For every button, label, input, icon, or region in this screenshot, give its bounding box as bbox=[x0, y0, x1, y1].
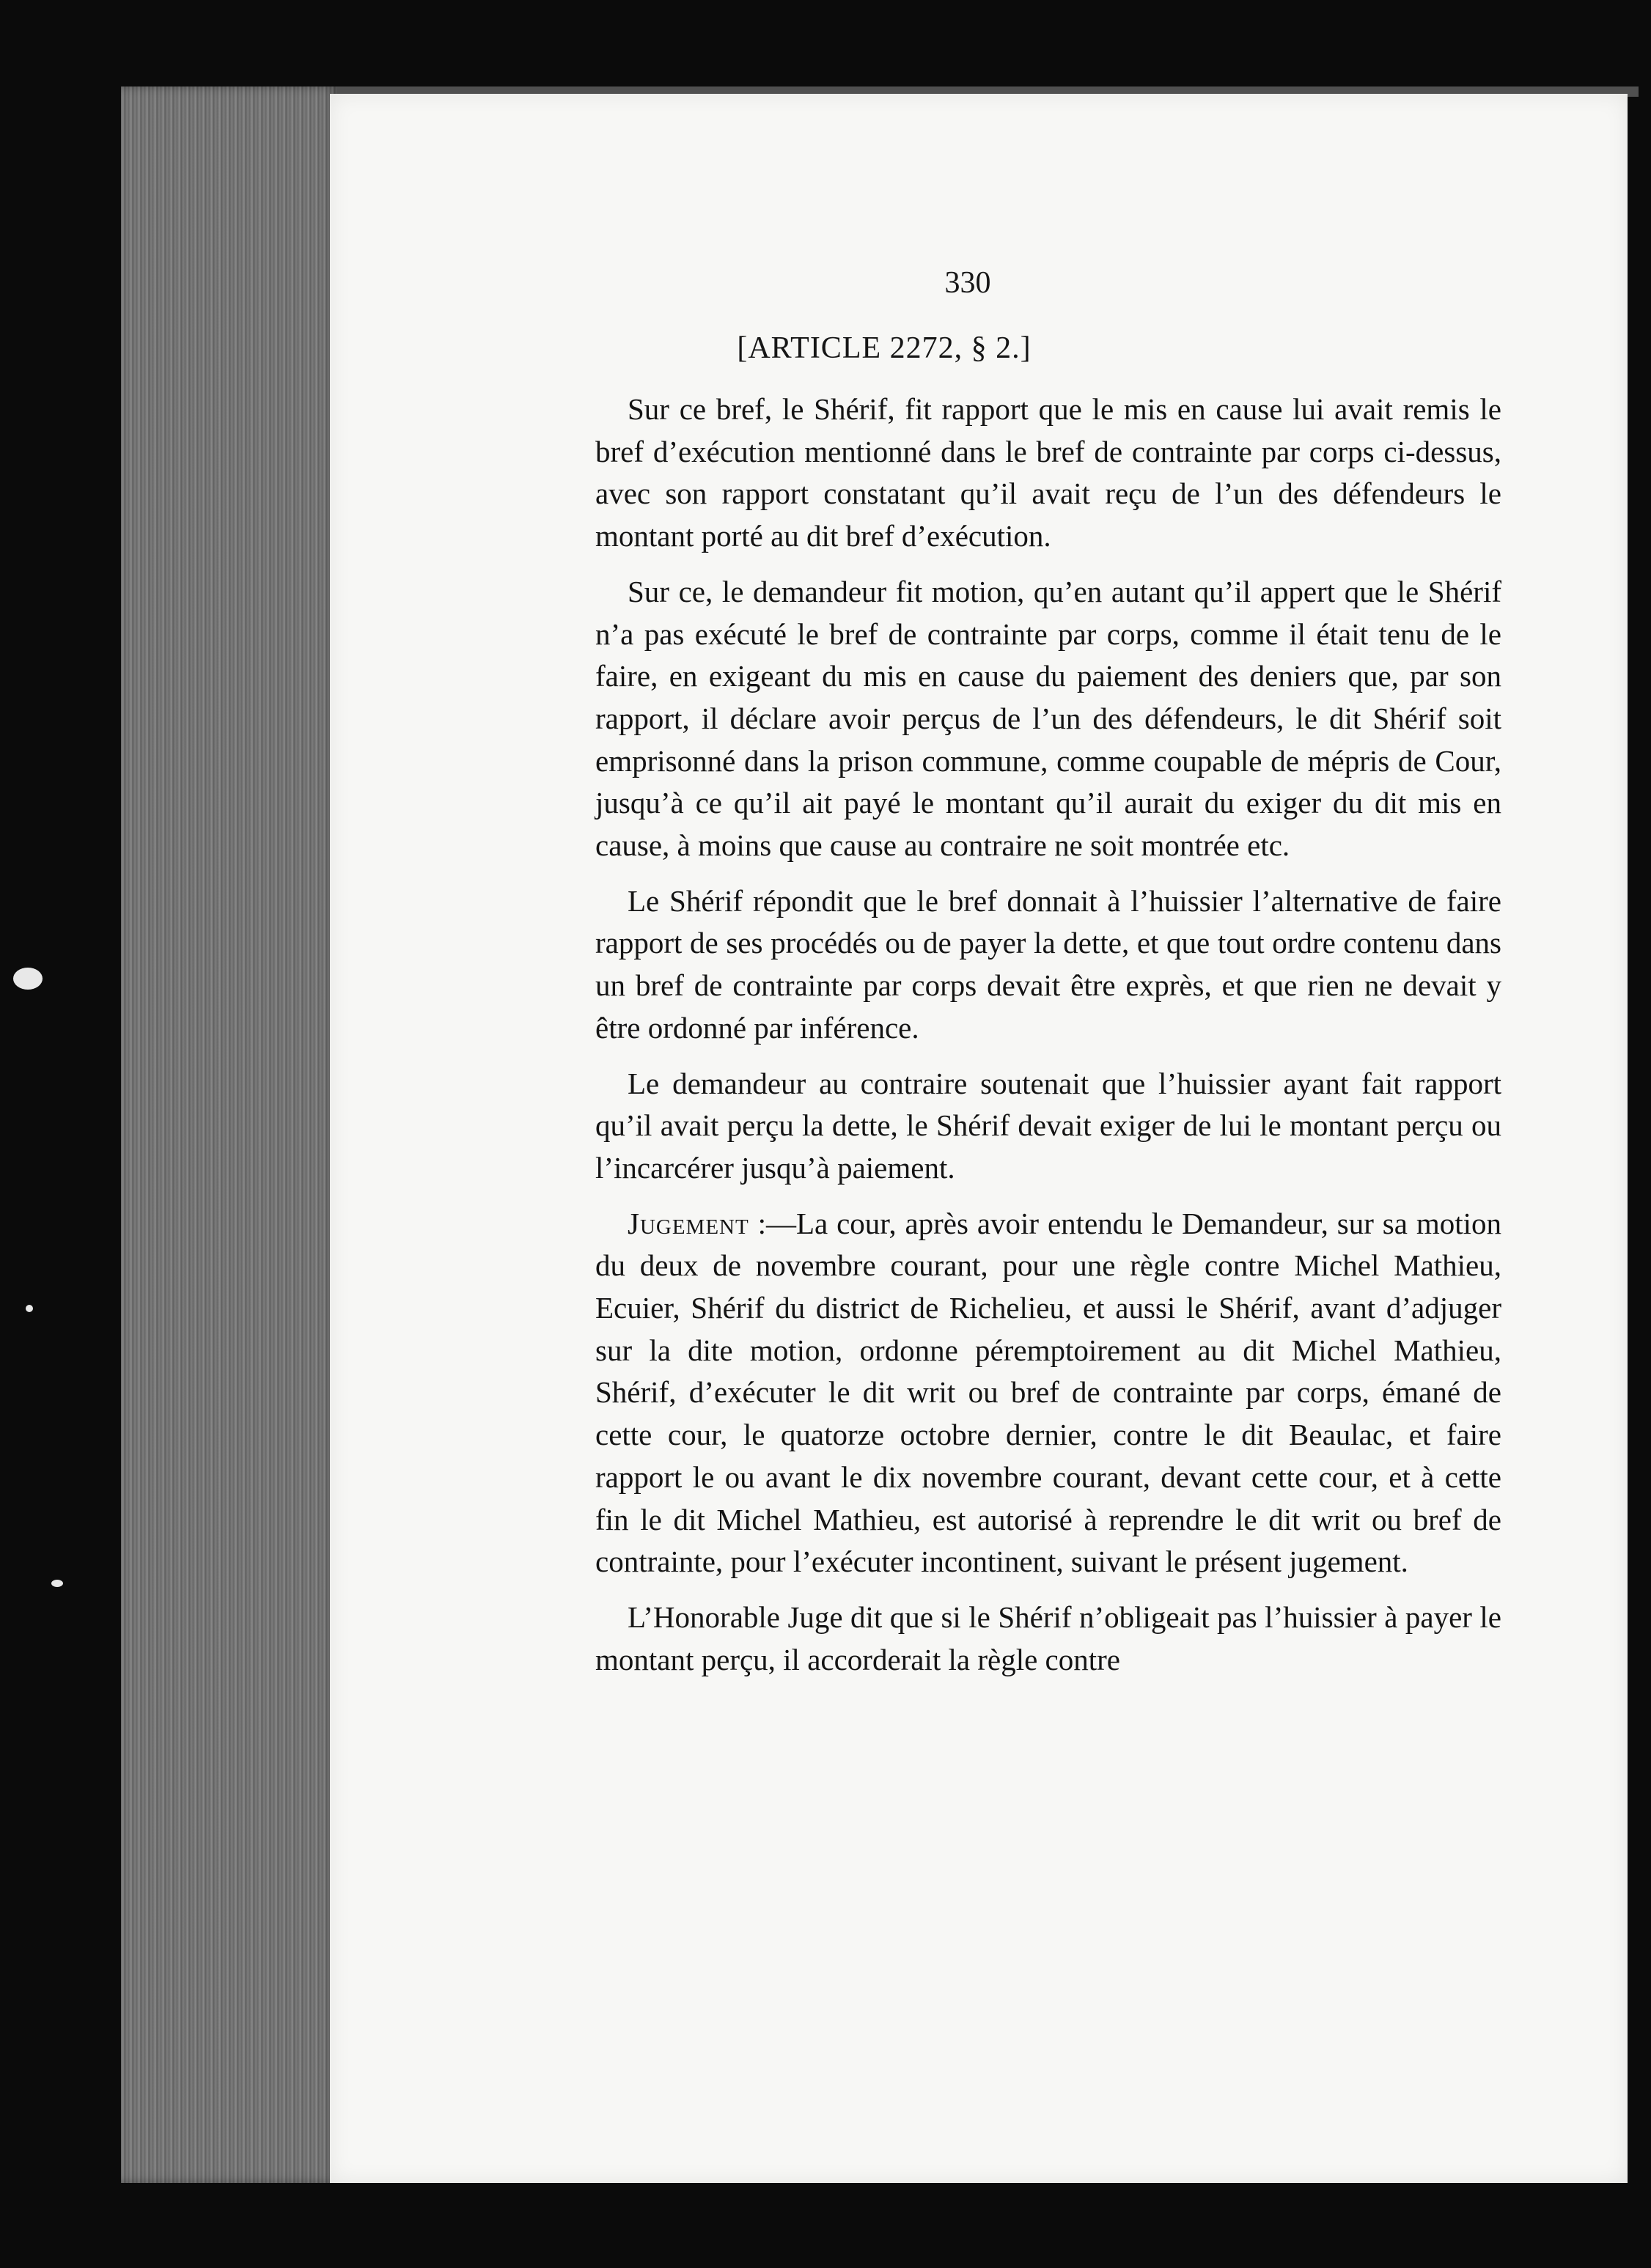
book-page-edges bbox=[121, 86, 337, 2183]
paragraph-judgment bbox=[595, 1203, 1501, 1583]
article-heading: [ARTICLE 2272, § 2.] bbox=[737, 331, 1032, 365]
scan-speck bbox=[26, 1305, 33, 1312]
paragraph-sheriff-report: Sur ce bref, le Shérif, fit rapport que le mis en cause lui avait remis le bref d’exécution mentionné dans le bref de contrainte par corps ci-dessus, avec son rapport constatant qu’il avait reçu de l’un des défendeurs le montant porté au dit bref d’exécution. bbox=[595, 392, 1501, 553]
body-text bbox=[595, 389, 1501, 1694]
judgment-lead: Jugement bbox=[628, 1206, 749, 1240]
page-number: 330 bbox=[944, 266, 991, 300]
scan-speck bbox=[13, 968, 43, 990]
scan-speck bbox=[51, 1580, 63, 1587]
paragraph-plaintiff-reply: Le demandeur au contraire soutenait que l’huissier ayant fait rapport qu’il avait perçu la dette, le Shérif devait exiger de lui le montant perçu ou l’incarcérer jusqu’à paiement. bbox=[595, 1066, 1501, 1185]
paragraph-plaintiff-motion: Sur ce, le demandeur fit motion, qu’en autant qu’il appert que le Shérif n’a pas exécuté le bref de contrainte par corps, comme il était tenu de le faire, en exigeant du mis en cause du paiement des deniers que, par son rapport, il déclare avoir perçus de l’un des défendeurs, le dit Shérif soit emprisonné dans la prison commune, comme coupable de mépris de Cour, jusqu’à ce qu’il ait payé le montant qu’il aurait du exiger du dit mis en cause, à moins que cause au contraire ne soit montrée etc. bbox=[595, 574, 1501, 863]
judgment-text: :—La cour, après avoir entendu le Demandeur, sur sa motion du deux de novembre courant, pour une règle contre Michel Mathieu, Ecuier, Shérif du district de Richelieu, et aussi le Shérif, avant d’adjuger sur la dite motion, ordonne péremptoirement au dit Michel Mathieu, Shérif, d’exécuter le dit writ ou bref de contrainte par corps, émané de cette cour, le quatorze octobre dernier, contre le dit Beaulac, et faire rapport le ou avant le dix novembre courant, devant cette cour, et à cette fin le dit Michel Mathieu, est autorisé à reprendre le dit writ ou bref de contrainte, pour l’exécuter incontinent, suivant le présent jugement. bbox=[595, 1206, 1501, 1579]
paragraph-sheriff-answer: Le Shérif répondit que le bref donnait à l’huissier l’alternative de faire rapport de ses procédés ou de payer la dette, et que tout ordre contenu dans un bref de contrainte par corps devait être exprès, et que rien ne devait y être ordonné par inférence. bbox=[595, 883, 1501, 1045]
paragraph-judge-remark: L’Honorable Juge dit que si le Shérif n’obligeait pas l’huissier à payer le montant perçu, il accorderait la règle contre bbox=[595, 1599, 1501, 1676]
